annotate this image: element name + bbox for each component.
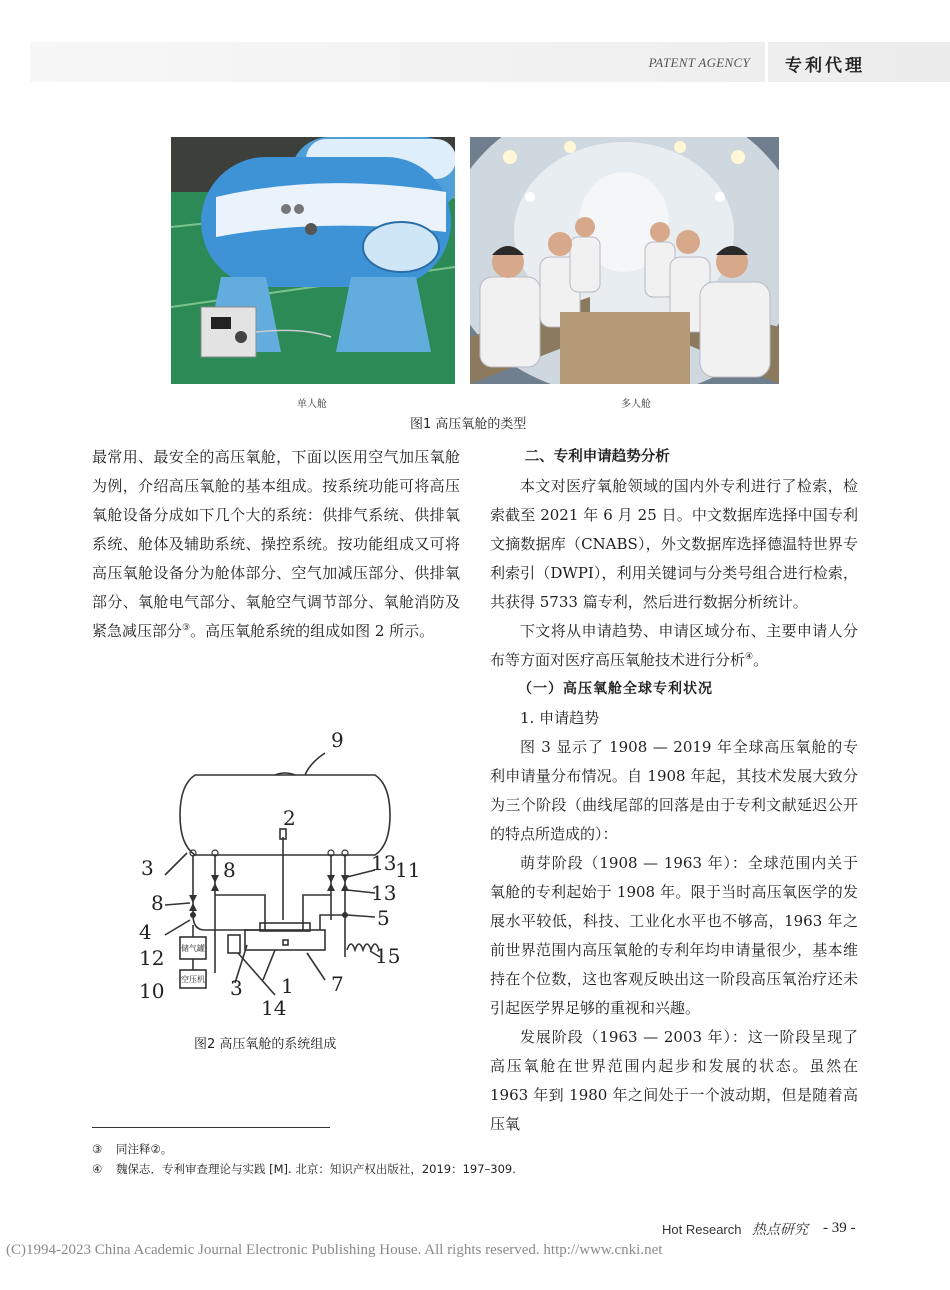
footer-section-cn: 热点研究 bbox=[752, 1222, 808, 1238]
fig2-label-10: 10 bbox=[139, 979, 165, 1003]
fig2-label-9: 9 bbox=[331, 728, 344, 752]
page-number: - 39 - bbox=[823, 1220, 856, 1236]
footnote-rule bbox=[92, 1127, 330, 1128]
fig2-label-1: 1 bbox=[281, 974, 294, 998]
fig2-label-2: 2 bbox=[283, 806, 296, 830]
right-paragraph-1: 本文对医疗氧舱领域的国内外专利进行了检索，检索截至 2021 年 6 月 25 日。中文数据库选择中国专利文摘数据库（CNABS），外文数据库选择德温特世界专利索引（DWPI），利用关键词与分类号组合进行检索，共获得 5733 篇专利，然后进行数据分析统计。 bbox=[490, 477, 858, 611]
fig2-label-8a: 8 bbox=[223, 858, 236, 882]
subsection-heading: （一）高压氧舱全球专利状况 bbox=[518, 681, 713, 697]
fig2-label-3a: 3 bbox=[141, 856, 154, 880]
footnote-3-text: 同注释②。 bbox=[115, 1142, 173, 1156]
figure1-right-caption: 多人舱 bbox=[621, 399, 651, 410]
fig2-label-13b: 13 bbox=[371, 881, 397, 905]
fig2-label-7: 7 bbox=[331, 972, 344, 996]
fig2-label-12: 12 bbox=[139, 946, 165, 970]
right-paragraph-2-tail: 。 bbox=[753, 651, 769, 669]
fig2-label-4: 4 bbox=[139, 920, 152, 944]
footnote-3 bbox=[92, 1141, 172, 1157]
footnote-ref-3: ③ bbox=[182, 623, 191, 633]
left-column bbox=[92, 443, 460, 646]
footnote-4-text: 魏保志．专利审查理论与实践 [M]. 北京：知识产权出版社，2019：197–309. bbox=[115, 1162, 516, 1176]
footnote-ref-4: ④ bbox=[745, 652, 754, 662]
right-column bbox=[490, 443, 858, 1139]
header-section-en: PATENT AGENCY bbox=[648, 55, 750, 70]
copyright-line: (C)1994-2023 China Academic Journal Electronic Publishing House. All rights reserved. http://www.cnki.net bbox=[6, 1242, 663, 1258]
fig2-label-3b: 3 bbox=[230, 976, 243, 1000]
fig2-label-11: 11 bbox=[395, 858, 420, 882]
figure1-title: 图1 高压氧舱的类型 bbox=[410, 417, 527, 432]
figure2-diagram bbox=[135, 725, 420, 1020]
footnote-4 bbox=[92, 1161, 516, 1177]
left-paragraph bbox=[92, 443, 460, 646]
fig2-box-compressor: 空压机 bbox=[181, 975, 205, 984]
photo-multi-chamber bbox=[470, 137, 779, 384]
left-paragraph-text: 最常用、最安全的高压氧舱，下面以医用空气加压氧舱为例，介绍高压氧舱的基本组成。按系统功能可将高压氧舱设备分成如下几个大的系统：供排气系统、供排氧系统、舱体及辅助系统、操控系统。按功能组成又可将高压氧舱设备分为舱体部分、空气加减压部分、供排氧部分、氧舱电气部分、氧舱空气调节部分、氧舱消防及紧急减压部分 bbox=[92, 448, 460, 640]
right-paragraph-4: 萌芽阶段（1908 — 1963 年）：全球范围内关于氧舱的专利起始于 1908 年。限于当时高压氧医学的发展水平较低，科技、工业化水平也不够高，1963 年之前世界范围内高压氧舱的专利年均申请量很少，基本维持在个位数，这也客观反映出这一阶段高压氧治疗还未引起医学界足够的重视和兴趣。 bbox=[490, 854, 858, 1017]
left-paragraph-tail: 。高压氧舱系统的组成如图 2 所示。 bbox=[190, 622, 435, 640]
fig2-label-5: 5 bbox=[377, 906, 390, 930]
figure2-title: 图2 高压氧舱的系统组成 bbox=[194, 1037, 337, 1052]
subsubsection-heading: 1. 申请趋势 bbox=[520, 709, 600, 727]
right-paragraph-3: 图 3 显示了 1908 — 2019 年全球高压氧舱的专利申请量分布情况。自 1908 年起，其技术发展大致分为三个阶段（曲线尾部的回落是由于专利文献延迟公开的特点所造成的）： bbox=[490, 738, 858, 843]
photo-single-chamber bbox=[171, 137, 455, 384]
right-paragraph-5: 发展阶段（1963 — 2003 年）：这一阶段呈现了高压氧舱在世界范围内起步和发展的状态。虽然在 1963 年到 1980 年之间处于一个波动期，但是随着高压氧 bbox=[490, 1028, 858, 1133]
right-paragraph-2-text: 下文将从申请趋势、申请区域分布、主要申请人分布等方面对医疗高压氧舱技术进行分析 bbox=[490, 622, 858, 669]
fig2-label-15: 15 bbox=[375, 944, 401, 968]
fig2-label-13a: 13 bbox=[371, 851, 397, 875]
header-section-cn: 专利代理 bbox=[785, 56, 865, 76]
section-heading: 二、专利申请趋势分析 bbox=[524, 449, 670, 465]
footnote-4-mark: ④ bbox=[92, 1162, 103, 1176]
footnote-3-mark: ③ bbox=[92, 1142, 103, 1156]
figure1-left-caption: 单人舱 bbox=[297, 399, 327, 410]
fig2-label-14: 14 bbox=[261, 996, 287, 1020]
right-paragraph-2 bbox=[490, 617, 858, 675]
footer-section-en: Hot Research bbox=[662, 1222, 742, 1237]
fig2-box-storage: 储气罐 bbox=[181, 944, 205, 953]
fig2-label-8b: 8 bbox=[151, 891, 164, 915]
header-divider bbox=[765, 42, 768, 82]
